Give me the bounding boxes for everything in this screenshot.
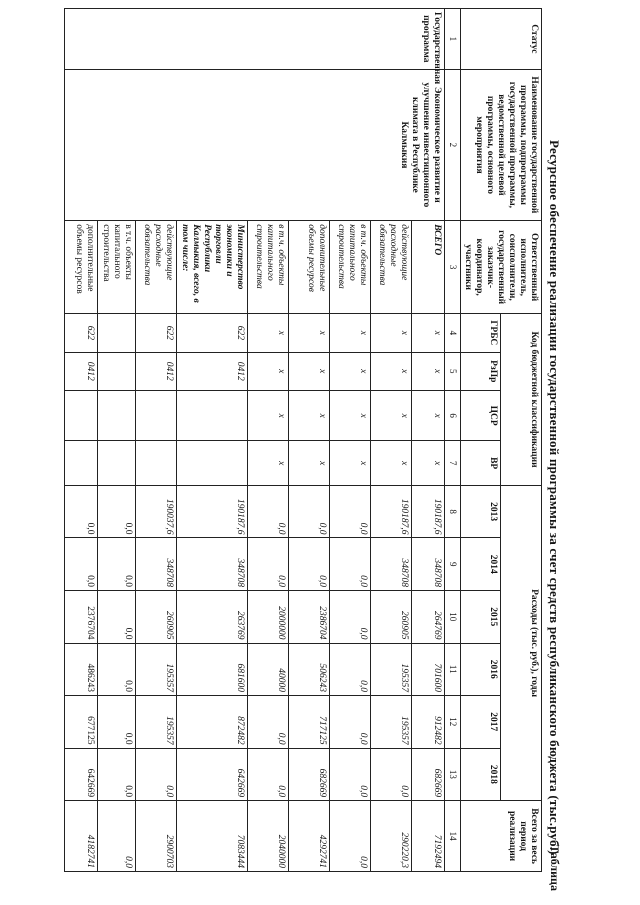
vr-cell: x xyxy=(411,441,444,485)
header-2016: 2016 xyxy=(460,643,501,696)
col-number: 9 xyxy=(444,538,460,591)
value-2018: 0,0 xyxy=(98,748,136,801)
csr-cell: x xyxy=(411,390,444,441)
header-executor: Ответственный исполнитель, соисполнители, государственный заказчик-координатор, участники xyxy=(460,221,541,314)
value-total: 4182741 xyxy=(65,801,98,872)
rzpr-cell: x xyxy=(329,352,370,390)
csr-cell: x xyxy=(288,390,329,441)
rzpr-cell: x xyxy=(288,352,329,390)
vr-cell: x xyxy=(329,441,370,485)
csr-cell: x xyxy=(329,390,370,441)
csr-cell xyxy=(177,390,248,441)
value-total: 4292741 xyxy=(288,801,329,872)
header-expenses: Расходы (тыс. руб.), годы xyxy=(501,485,542,800)
col-number: 10 xyxy=(444,590,460,643)
col-number: 1 xyxy=(444,9,460,70)
value-2015: 2000000 xyxy=(247,590,288,643)
vr-cell xyxy=(177,441,248,485)
value-2013: 190187,6 xyxy=(411,485,444,538)
vr-cell xyxy=(136,441,177,485)
rzpr-cell: x xyxy=(370,352,411,390)
col-number: 5 xyxy=(444,352,460,390)
value-2013: 0,0 xyxy=(329,485,370,538)
value-2013: 0,0 xyxy=(247,485,288,538)
grbs-cell: x xyxy=(288,314,329,352)
executor-cell: дополнительные объемы ресурсов xyxy=(65,221,98,314)
executor-cell: в т.ч. объекты капитального строительства xyxy=(247,221,288,314)
col-number: 13 xyxy=(444,748,460,801)
value-2018: 642669 xyxy=(65,748,98,801)
value-2014: 348708 xyxy=(411,538,444,591)
value-2013: 0,0 xyxy=(288,485,329,538)
header-name: Наименование государственной программы, подпрограммы государственной программы, ведомственной целевой программы, основного мероприятия xyxy=(460,69,541,221)
status-cell: Государственная программа xyxy=(65,9,444,70)
value-2016: 0,0 xyxy=(98,643,136,696)
value-2016: 506243 xyxy=(288,643,329,696)
value-2016: 195357 xyxy=(370,643,411,696)
value-2017: 0,0 xyxy=(247,696,288,749)
value-2018: 0,0 xyxy=(136,748,177,801)
grbs-cell: x xyxy=(329,314,370,352)
value-2018: 682669 xyxy=(411,748,444,801)
value-2015: 2386704 xyxy=(288,590,329,643)
value-2016: 701600 xyxy=(411,643,444,696)
value-2018: 642669 xyxy=(177,748,248,801)
executor-cell: в т.ч. объекты капитального строительства xyxy=(329,221,370,314)
value-2017: 717125 xyxy=(288,696,329,749)
header-2015: 2015 xyxy=(460,590,501,643)
value-2018: 682669 xyxy=(288,748,329,801)
value-2016: 195357 xyxy=(136,643,177,696)
value-2017: 0,0 xyxy=(98,696,136,749)
value-total: 290220,3 xyxy=(370,801,411,872)
header-budget-code: Код бюджетной классификации xyxy=(501,314,542,486)
value-2014: 0,0 xyxy=(98,538,136,591)
rzpr-cell: 0412 xyxy=(177,352,248,390)
value-2015: 264769 xyxy=(411,590,444,643)
value-2014: 0,0 xyxy=(247,538,288,591)
value-2018: 0,0 xyxy=(329,748,370,801)
executor-cell: в т.ч. объекты капитального строительства xyxy=(98,221,136,314)
value-2016: 681600 xyxy=(177,643,248,696)
program-name-cell: Экономическое развитие и улучшение инвестиционного климата в Республике Калмыкия xyxy=(65,69,444,221)
header-2014: 2014 xyxy=(460,538,501,591)
executor-cell: действующие расходные обязательства xyxy=(136,221,177,314)
executor-cell: дополнительные объемы ресурсов xyxy=(288,221,329,314)
vr-cell: x xyxy=(288,441,329,485)
value-2013: 0,0 xyxy=(98,485,136,538)
col-number: 3 xyxy=(444,221,460,314)
value-total: 0,0 xyxy=(98,801,136,872)
header-row-1 xyxy=(501,9,542,872)
grbs-cell: 622 xyxy=(177,314,248,352)
col-number: 4 xyxy=(444,314,460,352)
header-total: Всего за весь период реализации xyxy=(460,801,541,872)
value-2014: 348708 xyxy=(177,538,248,591)
grbs-cell: x xyxy=(247,314,288,352)
value-2014: 348708 xyxy=(136,538,177,591)
header-status: Статус xyxy=(460,9,541,70)
value-total: 7083444 xyxy=(177,801,248,872)
value-2016: 40000 xyxy=(247,643,288,696)
value-2017: 0,0 xyxy=(329,696,370,749)
header-vr: ВР xyxy=(460,441,501,485)
executor-cell: Министерство экономики и торговли Республики Калмыкия, всего, в том числе: xyxy=(177,221,248,314)
value-2015: 2376704 xyxy=(65,590,98,643)
value-2015: 260905 xyxy=(370,590,411,643)
col-number: 11 xyxy=(444,643,460,696)
table-label: Таблица xyxy=(548,845,562,891)
rzpr-cell: x xyxy=(411,352,444,390)
value-total: 0,0 xyxy=(329,801,370,872)
value-total: 2900703 xyxy=(136,801,177,872)
col-number: 7 xyxy=(444,441,460,485)
value-2015: 0,0 xyxy=(329,590,370,643)
column-number-row xyxy=(444,9,460,872)
table-row xyxy=(411,9,444,872)
value-2016: 486243 xyxy=(65,643,98,696)
resource-table xyxy=(64,8,542,872)
value-2017: 677125 xyxy=(65,696,98,749)
executor-cell: действующие расходные обязательства xyxy=(370,221,411,314)
value-2017: 872482 xyxy=(177,696,248,749)
grbs-cell: 622 xyxy=(65,314,98,352)
value-2018: 0,0 xyxy=(247,748,288,801)
col-number: 8 xyxy=(444,485,460,538)
grbs-cell: x xyxy=(370,314,411,352)
csr-cell: x xyxy=(370,390,411,441)
csr-cell xyxy=(136,390,177,441)
col-number: 2 xyxy=(444,69,460,221)
rzpr-cell: x xyxy=(247,352,288,390)
vr-cell: x xyxy=(247,441,288,485)
vr-cell xyxy=(65,441,98,485)
vr-cell xyxy=(98,441,136,485)
header-2018: 2018 xyxy=(460,748,501,801)
value-2013: 190187,6 xyxy=(370,485,411,538)
value-2015: 260905 xyxy=(136,590,177,643)
header-rzpr: РзПр xyxy=(460,352,501,390)
value-2017: 195357 xyxy=(136,696,177,749)
csr-cell xyxy=(65,390,98,441)
value-2014: 0,0 xyxy=(329,538,370,591)
value-2013: 190187,6 xyxy=(177,485,248,538)
executor-cell: ВСЕГО xyxy=(411,221,444,314)
value-2014: 348708 xyxy=(370,538,411,591)
rzpr-cell xyxy=(98,352,136,390)
rzpr-cell: 0412 xyxy=(136,352,177,390)
value-2017: 195357 xyxy=(370,696,411,749)
value-2018: 0,0 xyxy=(370,748,411,801)
csr-cell: x xyxy=(247,390,288,441)
header-2013: 2013 xyxy=(460,485,501,538)
value-2014: 0,0 xyxy=(288,538,329,591)
value-2013: 0,0 xyxy=(65,485,98,538)
grbs-cell xyxy=(98,314,136,352)
value-2015: 263769 xyxy=(177,590,248,643)
grbs-cell: 622 xyxy=(136,314,177,352)
vr-cell: x xyxy=(370,441,411,485)
col-number: 6 xyxy=(444,390,460,441)
value-2013: 190037,6 xyxy=(136,485,177,538)
value-2015: 0,0 xyxy=(98,590,136,643)
rzpr-cell: 0412 xyxy=(65,352,98,390)
header-grbs: ГРБС xyxy=(460,314,501,352)
col-number: 14 xyxy=(444,801,460,872)
header-2017: 2017 xyxy=(460,696,501,749)
value-2016: 0,0 xyxy=(329,643,370,696)
value-2014: 0,0 xyxy=(65,538,98,591)
value-total: 7192494 xyxy=(411,801,444,872)
table-caption: Ресурсное обеспечение реализации государственной программы за счет средств республиканского бюджета (тыс.руб.) xyxy=(547,140,562,855)
header-csr: ЦСР xyxy=(460,390,501,441)
value-total: 2040000 xyxy=(247,801,288,872)
col-number: 12 xyxy=(444,696,460,749)
csr-cell xyxy=(98,390,136,441)
value-2017: 912482 xyxy=(411,696,444,749)
grbs-cell: x xyxy=(411,314,444,352)
